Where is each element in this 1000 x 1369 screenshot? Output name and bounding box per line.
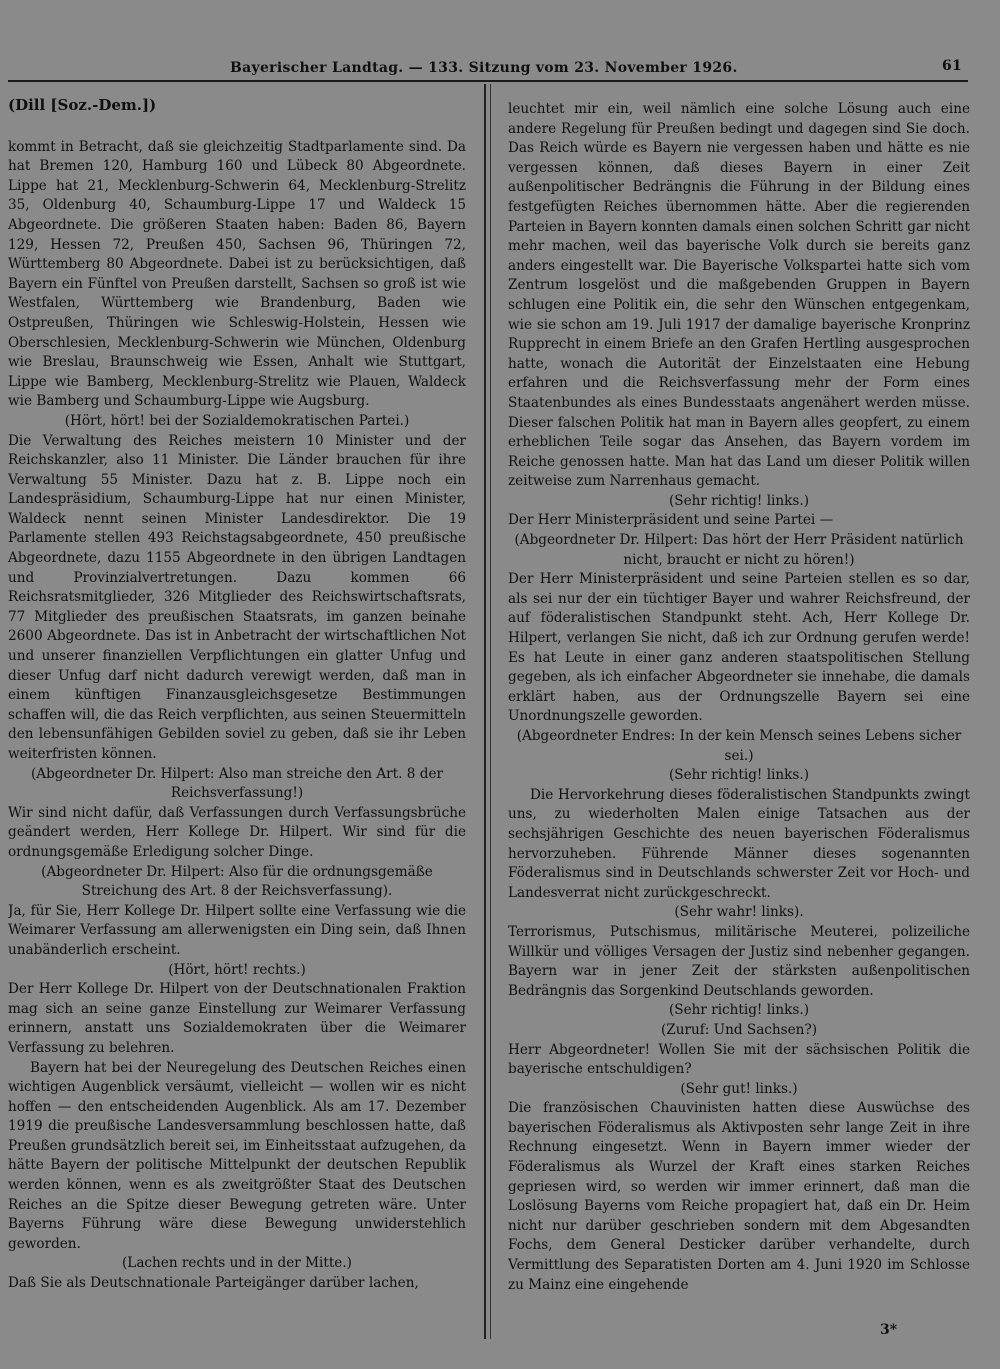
header-title: Bayerischer Landtag. — 133. Sitzung vom 23. November 1926. [230,60,738,76]
paragraph: Der Herr Ministerpräsident und seine Partei — [508,512,834,529]
paragraph: Der Herr Kollege Dr. Hilpert von der Deutschnationalen Fraktion mag sich an seine ganze Einstellung zur Weimarer Verfassung erinnern, anstatt uns Sozialdemokraten über die Weimarer Verfassung zu belehren. [8,981,466,1056]
interjection: (Abgeordneter Endres: In der kein Mensch seines Lebens sicher sei.) [516,728,962,764]
interjection: (Abgeordneter Dr. Hilpert: Also man streiche den Art. 8 der Reichsverfassung!) [30,765,444,802]
column-divider [484,84,486,1339]
paragraph: leuchtet mir ein, weil nämlich eine solche Lösung auch eine andere Regelung für Preußen bedingt und dagegen sind Sie doch. Das Reich würde es Bayern nie vergessen haben und hätte es nie vergessen können, daß dieses Bayern in einer Zeit außenpolitischer Bedrängnis die Führung in der Bildung eines festgefügten Reiches übernommen hätte. Aber die regierenden Parteien in Bayern konnten damals einen solchen Schritt gar nicht mehr machen, weil das bayerische Volk durch sie bereits ganz anders eingestellt war. Die Bayerische Volkspartei hatte sich vom Zentrum losgelöst und die maßgebenden Gruppen in Bayern schlugen eine Politik ein, die sehr den Wünschen entgegenkam, wie sie schon am 19. Juli 1917 der damalige bayerische Kronprinz Rupprecht in einem Briefe an den Grafen Hertling ausgesprochen hatte, wonach die Autorität der Einzelstaaten eine Hebung erfahren und die Reichsverfassung mehr der Form eines Staatenbundes als eines Bundesstaats angenähert werden müsse. Dieser falschen Politik hat man in Bayern alles geopfert, zu einem erheblichen Teile sogar das Ansehen, das Bayern vordem im Reiche genossen hatte. Man hat das Land um dieser Politik willen zeitweise zum Narrenhaus gemacht. [508,101,970,490]
interjection: (Abgeordneter Dr. Hilpert: Das hört der Herr Präsident natürlich nicht, braucht er nicht zu hören!) [514,532,964,568]
page-number: 61 [942,58,963,74]
interjection: (Sehr richtig! links.) [668,492,810,509]
interjection: (Hört, hört! bei der Sozialdemokratischen Partei.) [64,412,410,429]
interjection: (Sehr gut! links.) [680,1080,798,1097]
interjection: (Lachen rechts und in der Mitte.) [122,1255,352,1272]
header-rule [8,80,968,82]
paragraph: kommt in Betracht, daß sie gleichzeitig Stadtparlamente sind. Da hat Bremen 120, Hamburg 160 und Lübeck 80 Abgeordnete. Lippe hat 21, Mecklenburg-Schwerin 64, Mecklenburg-Strelitz 35, Oldenburg 40, Schaumburg-Lippe 17 und Waldeck 15 Abgeordnete. Die größeren Staaten haben: Baden 86, Bayern 129, Hessen 72, Preußen 450, Sachsen 96, Thüringen 72, Württemberg 80 Abgeordnete. Dabei ist zu berücksichtigen, daß Bayern ein Fünftel von Preußen darstellt, Sachsen so groß ist wie Westfalen, Württemberg wie Brandenburg, Baden wie Ostpreußen, Thüringen wie Schleswig-Holstein, Hessen wie Oberschlesien, Mecklenburg-Schwerin wie München, Oldenburg wie Breslau, Braunschweig wie Essen, Anhalt wie Stuttgart, Lippe wie Bamberg, Mecklenburg-Strelitz wie Plauen, Waldeck wie Bamberg und Schaumburg-Lippe wie Augsburg. [8,138,466,410]
interjection: (Zuruf: Und Sachsen?) [660,1021,818,1038]
interjection: (Sehr wahr! links). [674,904,804,921]
left-column [8,96,466,1341]
interjection: (Sehr richtig! links.) [668,1002,810,1019]
interjection: (Sehr richtig! links.) [668,767,810,784]
speaker-label: (Dill [Soz.-Dem.]) [8,96,157,114]
paragraph: Daß Sie als Deutschnationale Parteigänger darüber lachen, [8,1275,419,1292]
paragraph: Bayern hat bei der Neuregelung des Deutschen Reiches einen wichtigen Augenblick versäumt, vielleicht — wollen wir es nicht hoffen — den entscheidenden Augenblick. Als am 17. Dezember 1919 die preußische Landesversammlung beschlossen hatte, daß Preußen grundsätzlich bereit sei, im Einheitsstaat aufzugehen, da hätte Bayern der politische Mittelpunkt der deutschen Republik werden können, wenn es als zweitgrößter Staat des Deutschen Reiches an die Spitze dieser Bewegung getreten wäre. Unter Bayerns Führung wäre diese Bewegung unwiderstehlich geworden. [8,1059,466,1252]
paragraph: Herr Abgeordneter! Wollen Sie mit der sächsischen Politik die bayerische entschuldigen? [508,1041,970,1078]
right-column [508,100,970,1345]
paragraph: Die französischen Chauvinisten hatten diese Auswüchse des bayerischen Föderalismus als Aktivposten sehr lange Zeit in ihre Rechnung eingesetzt. Wenn in Bayern immer wieder der Föderalismus als Wurzel der Kraft eines starken Reiches gepriesen wird, so werden wir immer erinnert, daß man die Loslösung Bayerns vom Reiche propagiert hat, daß ein Dr. Heim nicht nur darüber geschrieben sondern mit dem Abgesandten Fochs, dem General Desticker darüber verhandelte, durch Vermittlung des Separatisten Dorten am 4. Juni 1920 im Schlosse zu Mainz eine eingehende [508,1100,970,1293]
paragraph: Die Hervorkehrung dieses föderalistischen Standpunkts zwingt uns, zu wiederholten Malen einige Tatsachen aus der sechsjährigen Geschichte des neuen bayerischen Föderalismus hervorzuheben. Führende Männer dieses sogenannten Föderalismus sind in Deutschlands schwerster Zeit vor Hoch- und Landesverrat nicht zurückgeschreckt. [508,786,970,901]
paragraph: Terrorismus, Putschismus, militärische Meuterei, polizeiliche Willkür und völliges Versagen der Justiz sind nebenher gegangen. Bayern war in jener Zeit der stärksten außenpolitischen Bedrängnis das Sorgenkind Deutschlands geworden. [508,923,970,999]
page-header [0,58,1000,82]
interjection: (Abgeordneter Dr. Hilpert: Also für die ordnungsgemäße Streichung des Art. 8 der Reichsverfassung). [41,863,433,900]
paragraph: Ja, für Sie, Herr Kollege Dr. Hilpert sollte eine Verfassung wie die Weimarer Verfassung am allerwenigsten ein Ding sein, daß Ihnen unabänderlich erscheint. [8,902,466,958]
paragraph: Wir sind nicht dafür, daß Verfassungen durch Verfassungsbrüche geändert werden, Herr Kollege Dr. Hilpert. Wir sind für die ordnungsgemäße Erledigung solcher Dinge. [8,804,466,860]
column-divider-secondary [490,84,491,1339]
paragraph: Der Herr Ministerpräsident und seine Parteien stellen es so dar, als sei nur der ein tüchtiger Bayer und wahrer Reichsfreund, der auf föderalistischen Standpunkt steht. Ach, Herr Kollege Dr. Hilpert, verlangen Sie nicht, daß ich zur Ordnung gerufen werde! Es hat Leute in einer ganz anderen staatspolitischen Stellung gegeben, als ich einfacher Abgeordneter sie innehabe, die damals erklärt haben, aus der Ordnungszelle Bayern sei eine Unordnungszelle geworden. [508,571,970,725]
interjection: (Hört, hört! rechts.) [168,961,306,978]
signature-mark: 3* [880,1322,898,1338]
paragraph: Die Verwaltung des Reiches meistern 10 Minister und der Reichskanzler, also 11 Minister. Die Länder brauchen für ihre Verwaltung 55 Minister. Dazu hat z. B. Lippe noch ein Landespräsidium, Schaumburg-Lippe hat nur einen Minister, Waldeck nennt seinen Minister Landesdirektor. Die 19 Parlamente stellen 493 Reichstagsabgeordnete, 450 preußische Abgeordnete, dazu 1155 Abgeordnete in den übrigen Landtagen und Provinzialvertretungen. Dazu kommen 66 Reichsratsmitglieder, 326 Mitglieder des Reichswirtschaftsrats, 77 Mitglieder des preußischen Staatsrats, im ganzen beinahe 2600 Abgeordnete. Das ist in Anbetracht der wirtschaftlichen Not und unserer finanziellen Verpflichtungen ein glatter Unfug und dieser Unfug darf nicht dadurch verewigt werden, daß man in einem künftigen Finanzausgleichsgesetze Bestimmungen schaffen will, die das Reich verpflichten, aus seinen Steuermitteln den lebensunfähigen Gebilden soviel zu geben, daß sie ihr Leben weiterfristen können. [8,432,466,762]
